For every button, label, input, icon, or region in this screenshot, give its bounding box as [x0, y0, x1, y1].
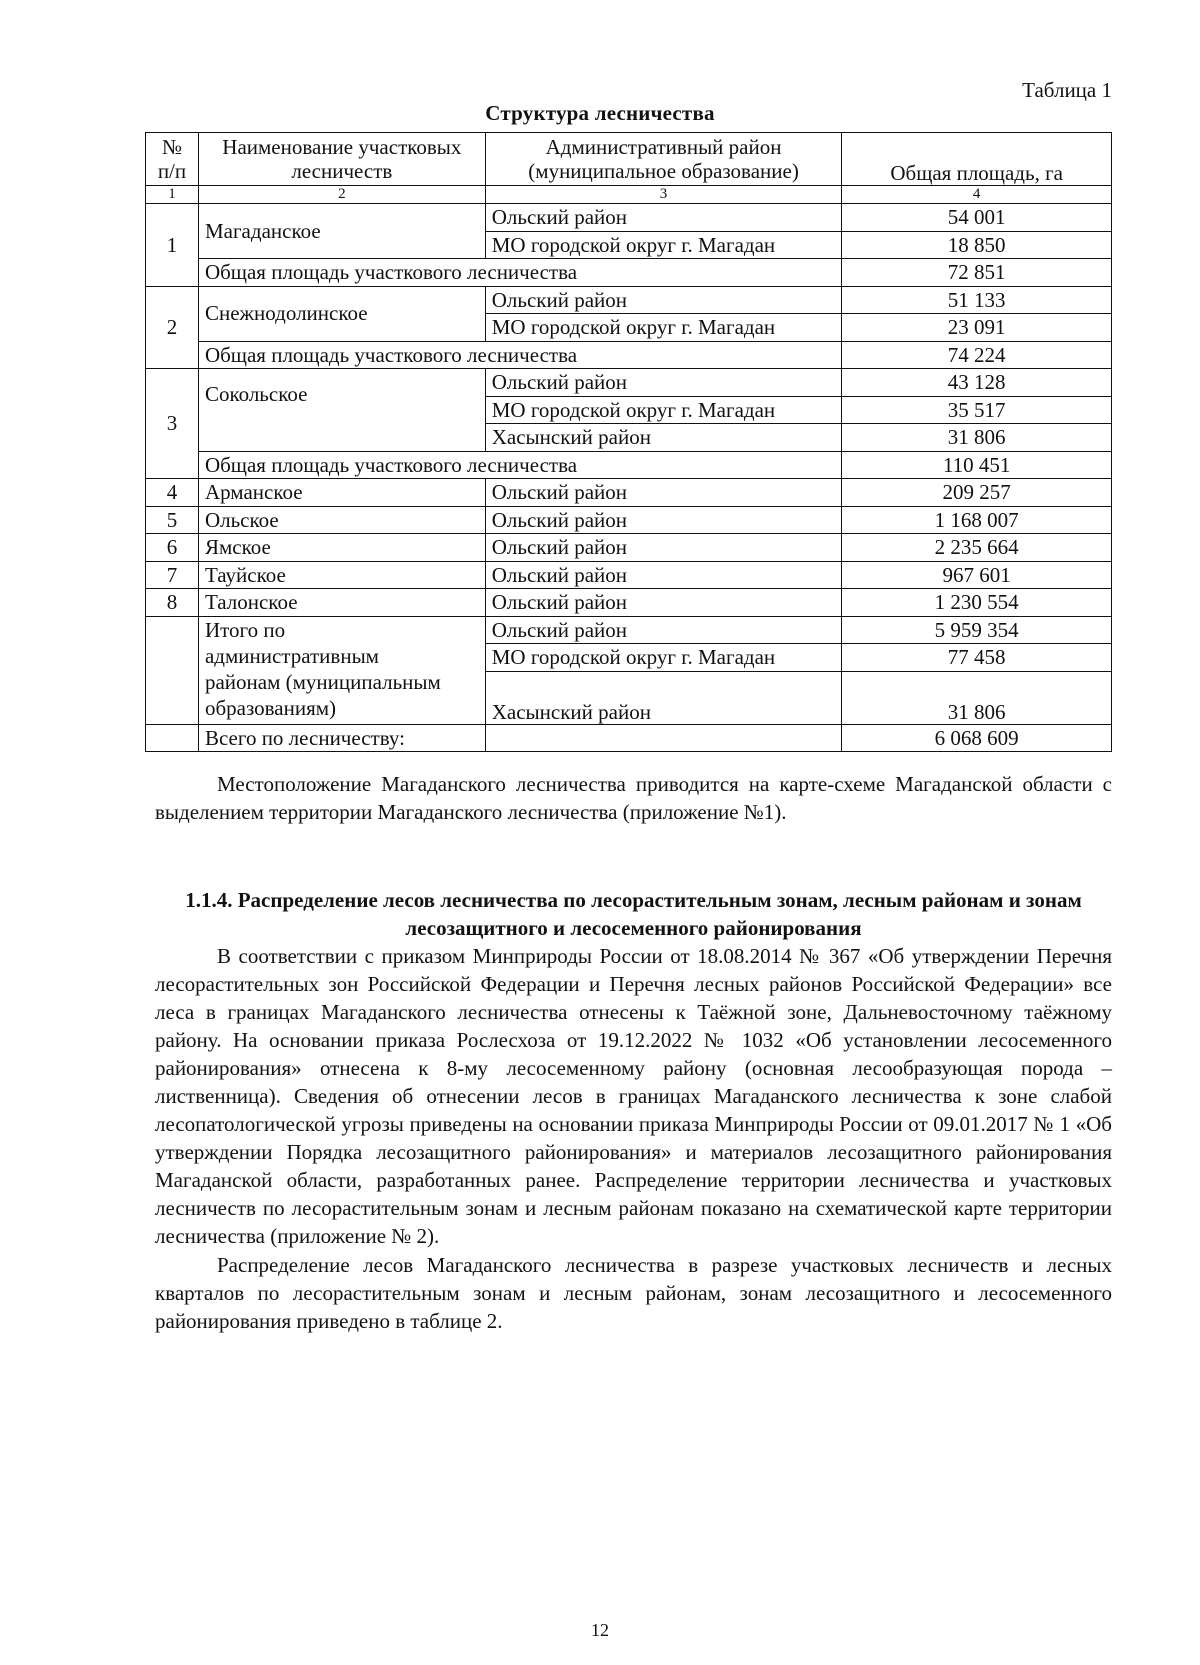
subtotal-label: Общая площадь участкового лесничества [198, 259, 841, 287]
table-row [146, 286, 1112, 314]
row-number: 6 [146, 534, 199, 562]
area-value: 51 133 [842, 286, 1112, 314]
district-name: МО городской округ г. Магадан [485, 231, 842, 259]
area-value: 35 517 [842, 396, 1112, 424]
subtotal-value: 72 851 [842, 259, 1112, 287]
totals-label-line: образованиям) [204, 695, 337, 720]
area-value: 23 091 [842, 314, 1112, 342]
grand-total-row [146, 724, 1112, 752]
area-value: 1 168 007 [842, 506, 1112, 534]
row-number: 7 [146, 561, 199, 589]
district-name: Ольский район [485, 369, 842, 397]
forestry-name: Ольское [198, 506, 485, 534]
subtotal-value: 74 224 [842, 341, 1112, 369]
column-index-row [146, 186, 1112, 204]
table-title: Структура лесничества [485, 101, 715, 125]
district-name: Ольский район [485, 616, 842, 644]
paragraph-distribution: Распределение лесов Магаданского лесничества в разрезе участковых лесничеств и лесных кварталов по лесорастительным зонам и лесным районам, зонам лесозащитного и лесосеменного районирования приведено в таблице 2. [155, 1253, 1112, 1333]
district-name: МО городской округ г. Магадан [485, 396, 842, 424]
row-number: 3 [146, 369, 199, 479]
area-value: 209 257 [842, 479, 1112, 507]
district-name: Хасынский район [485, 671, 842, 724]
area-value: 1 230 554 [842, 589, 1112, 617]
forestry-name: Ямское [198, 534, 485, 562]
district-name: Ольский район [485, 534, 842, 562]
table-row [146, 589, 1112, 617]
table-label: Таблица 1 [1022, 78, 1112, 102]
area-value: 54 001 [842, 204, 1112, 232]
col-index-1: 1 [146, 186, 199, 204]
district-name: Ольский район [485, 589, 842, 617]
totals-row [146, 616, 1112, 644]
paragraph-location: Местоположение Магаданского лесничества приводится на карте-схеме Магаданской области с выделением территории Магаданского лесничества (приложение №1). [155, 772, 1112, 824]
totals-label [198, 616, 485, 724]
paragraph-zones: В соответствии с приказом Минприроды России от 18.08.2014 № 367 «Об утверждении Перечня лесорастительных зон Российской Федерации и Перечня лесных районов Российской Федерации» все леса в границах Магаданского лесничества отнесены к Таёжной зоне, Дальневосточному таёжному району. На основании приказа Рослесхоза от 19.12.2022 № 1032 «Об установлении лесосеменного районирования» отнесена к 8-му лесосеменному району (основная лесообразующая порода – лиственница). Сведения об отнесении лесов в границах Магаданского лесничества к зоне слабой лесопатологической угрозы приведены на основании приказа Минприроды России от 09.01.2017 № 1 «Об утверждении Порядка лесозащитного районирования» и материалов лесозащитного районирования Магаданской области, разработанных ранее. Распределение территории лесничества и участковых лесничеств по лесорастительным зонам и лесным районам показано на схематической карте территории лесничества (приложение № 2). [155, 944, 1112, 1248]
subtotal-label: Общая площадь участкового лесничества [198, 341, 841, 369]
row-number: 4 [146, 479, 199, 507]
col-index-2: 2 [198, 186, 485, 204]
row-number: 5 [146, 506, 199, 534]
district-name: Ольский район [485, 479, 842, 507]
forestry-name: Тауйское [198, 561, 485, 589]
col-index-4: 4 [842, 186, 1112, 204]
district-name: Ольский район [485, 204, 842, 232]
page-number: 12 [591, 1620, 609, 1640]
table-row [146, 561, 1112, 589]
district-name: Ольский район [485, 561, 842, 589]
area-value: 18 850 [842, 231, 1112, 259]
subtotal-label: Общая площадь участкового лесничества [198, 451, 841, 479]
header-name: Наименование участковых лесничеств [198, 133, 485, 186]
table-row [146, 369, 1112, 397]
totals-label-line: Итого по [204, 617, 286, 642]
row-number: 8 [146, 589, 199, 617]
area-value: 31 806 [842, 671, 1112, 724]
forestry-name: Снежнодолинское [198, 286, 485, 341]
col-index-3: 3 [485, 186, 842, 204]
forestry-name: Магаданское [198, 204, 485, 259]
forestry-name: Арманское [198, 479, 485, 507]
table-row [146, 479, 1112, 507]
section-heading: 1.1.4. Распределение лесов лесничества по лесорастительным зонам, лесным районам и зонам лесозащитного и лесосеменного районирования [185, 888, 1082, 940]
area-value: 5 959 354 [842, 616, 1112, 644]
header-num: № п/п [146, 133, 199, 186]
district-name: МО городской округ г. Магадан [485, 644, 842, 672]
grand-total-value: 6 068 609 [842, 724, 1112, 752]
table-row [146, 204, 1112, 232]
subtotal-row [146, 341, 1112, 369]
grand-total-label: Всего по лесничеству: [198, 724, 485, 752]
table-header-row [146, 133, 1112, 186]
header-district: Административный район (муниципальное образование) [485, 133, 842, 186]
grand-total-num-cell [146, 724, 199, 752]
table-row [146, 534, 1112, 562]
district-name: МО городской округ г. Магадан [485, 314, 842, 342]
totals-label-line: административным [204, 643, 379, 668]
area-value: 43 128 [842, 369, 1112, 397]
area-value: 967 601 [842, 561, 1112, 589]
table-row [146, 506, 1112, 534]
forestry-name: Талонское [198, 589, 485, 617]
area-value: 77 458 [842, 644, 1112, 672]
row-number: 2 [146, 286, 199, 369]
subtotal-row [146, 259, 1112, 287]
district-name: Ольский район [485, 506, 842, 534]
area-value: 2 235 664 [842, 534, 1112, 562]
subtotal-value: 110 451 [842, 451, 1112, 479]
totals-label-line: районам (муниципальным [204, 669, 441, 694]
totals-num-cell [146, 616, 199, 724]
forestry-name: Сокольское [198, 369, 485, 452]
header-area: Общая площадь, га [842, 133, 1112, 186]
grand-total-empty-cell [485, 724, 842, 752]
district-name: Хасынский район [485, 424, 842, 452]
row-number: 1 [146, 204, 199, 287]
forestry-structure-table [145, 132, 1112, 752]
district-name: Ольский район [485, 286, 842, 314]
subtotal-row [146, 451, 1112, 479]
area-value: 31 806 [842, 424, 1112, 452]
